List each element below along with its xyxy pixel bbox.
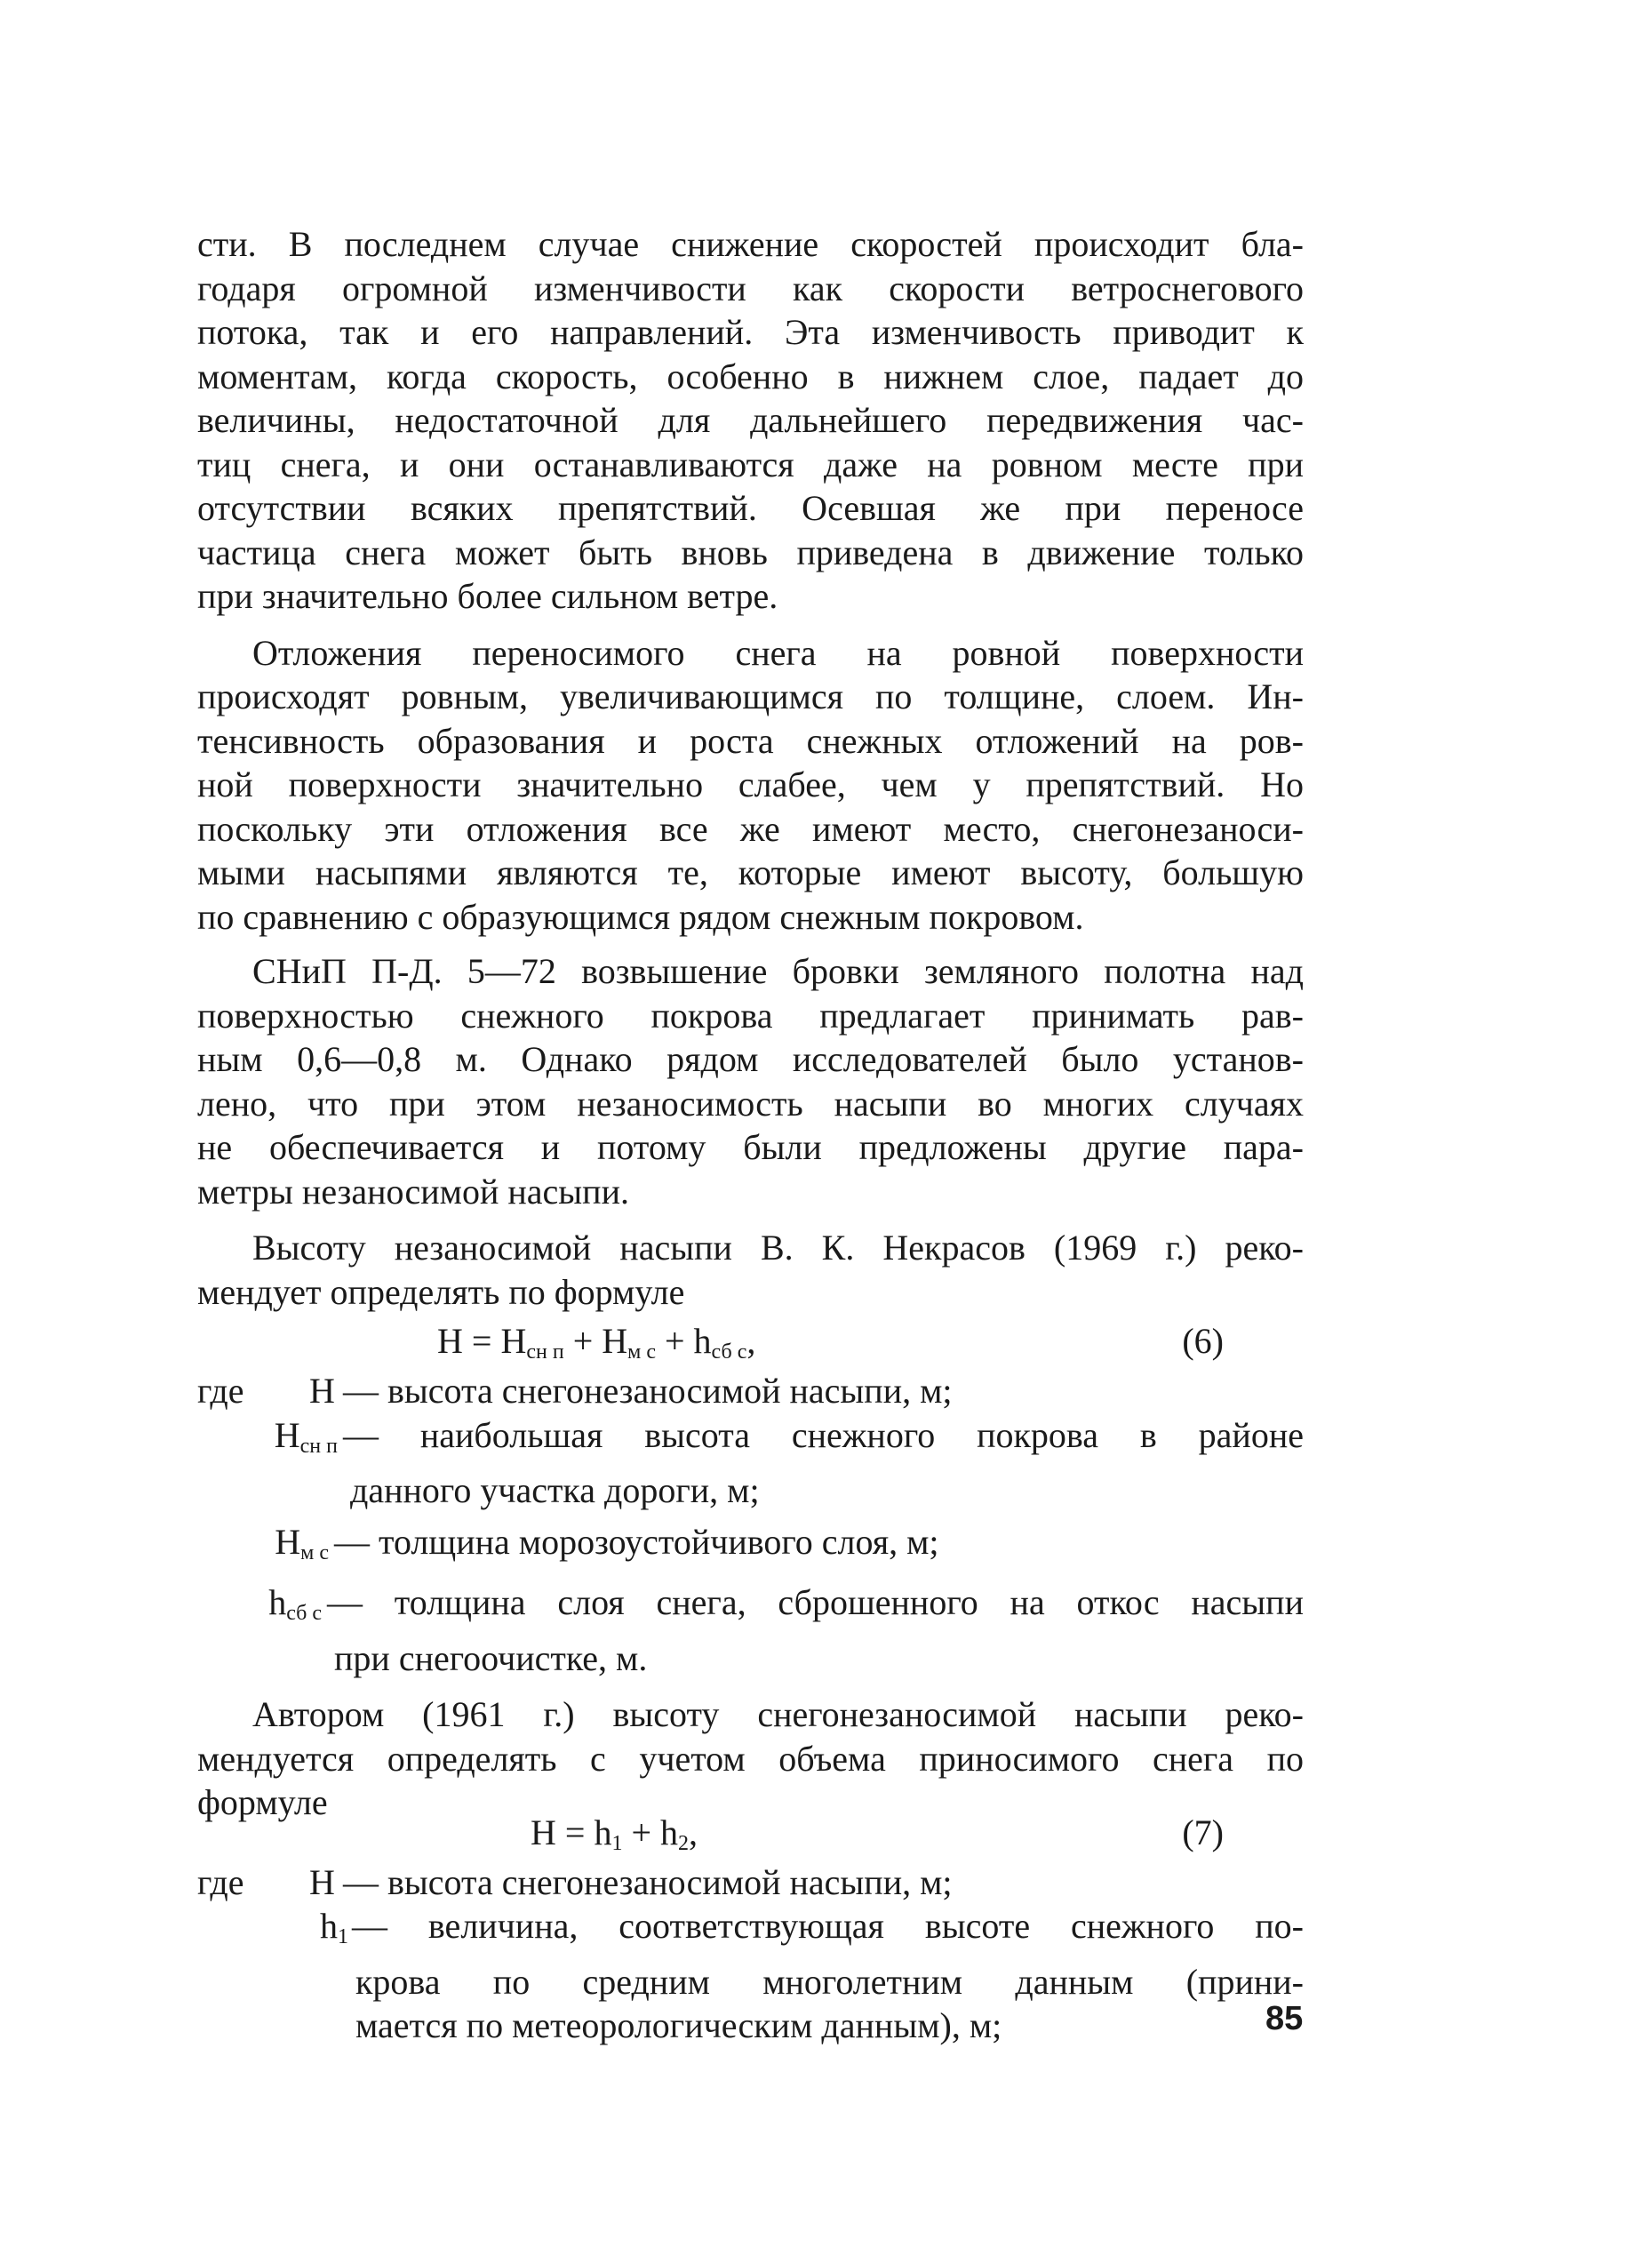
- definition-text: данного участка дороги, м;: [350, 1470, 760, 1510]
- where-label: где: [197, 1861, 244, 1902]
- text-line: метры незаносимой насыпи.: [197, 1171, 629, 1212]
- definition-row: [197, 2004, 1304, 2048]
- formula-6: [197, 1314, 1304, 1369]
- paragraph-1: [197, 222, 1304, 619]
- definition-text: — толщина слоя снега, сброшенного на откос насыпи: [327, 1582, 1304, 1622]
- formula-number: (6): [1182, 1321, 1224, 1361]
- text-line: отсутствии всяких препятствий. Осевшая же при переносе: [197, 488, 1304, 528]
- definition-text: мается по метеорологическим данным), м;: [355, 2005, 1002, 2045]
- text-line: происходят ровным, увеличивающимся по толщине, слоем. Ин-: [197, 676, 1304, 716]
- definition-text: — высота снегонезаносимой насыпи, м;: [343, 1371, 953, 1411]
- definition-row: [197, 1904, 1304, 1960]
- definitions-7: [197, 1860, 1304, 2048]
- text-line: Отложения переносимого снега на ровной поверхности: [252, 632, 1304, 673]
- text-line: ным 0,6—0,8 м. Однако рядом исследователей было установ-: [197, 1039, 1304, 1079]
- text-line: мендуется определять с учетом объема приносимого снега по: [197, 1738, 1304, 1779]
- definition-text: — наибольшая высота снежного покрова в районе: [343, 1414, 1304, 1455]
- text-line: лено, что при этом незаносимость насыпи во многих случаях: [197, 1083, 1304, 1124]
- text-line: тиц снега, и они останавливаются даже на ровном месте при: [197, 444, 1304, 484]
- definition-symbol: $h_{сб с}$: [268, 1582, 322, 1625]
- definition-row: [197, 1636, 1304, 1681]
- text-line: поскольку эти отложения все же имеют место, снегонезаноси-: [197, 808, 1304, 849]
- definition-symbol: H: [309, 1371, 335, 1411]
- where-label: где: [197, 1371, 244, 1411]
- text-line: потока, так и его направлений. Эта изменчивость приводит к: [197, 312, 1304, 352]
- text-line: Автором (1961 г.) высоту снегонезаносимой насыпи реко-: [252, 1694, 1304, 1734]
- definition-symbol: H: [309, 1861, 335, 1902]
- definition-text: — высота снегонезаносимой насыпи, м;: [343, 1861, 953, 1902]
- text-line: мыми насыпями являются те, которые имеют высоту, большую: [197, 852, 1304, 892]
- formula-expression: $H = H_{сн п} + H_{м с} + h_{сб с}$,: [437, 1321, 756, 1364]
- text-line: годаря огромной изменчивости как скорости ветроснегового: [197, 268, 1304, 308]
- body-text: [197, 222, 1304, 2048]
- definition-row: [197, 1860, 1304, 1905]
- page-number: 85: [1265, 2000, 1304, 2037]
- text-line: формуле: [197, 1782, 328, 1822]
- text-line: частица снега может быть вновь приведена в движение только: [197, 532, 1304, 572]
- definition-row: [197, 1369, 1304, 1413]
- definition-row: [197, 1413, 1304, 1469]
- text-line: мендует определять по формуле: [197, 1271, 685, 1312]
- text-line: по сравнению с образующимся рядом снежным покровом.: [197, 896, 1084, 937]
- definition-row: [197, 1960, 1304, 2004]
- text-line: СНиП П-Д. 5—72 возвышение бровки земляного полотна над: [252, 951, 1304, 991]
- definition-text: крова по средним многолетним данным (прини-: [355, 1961, 1304, 2002]
- definitions-6: [197, 1369, 1304, 1680]
- text-line: не обеспечивается и потому были предложены другие пара-: [197, 1127, 1304, 1167]
- paragraph-4: [197, 1226, 1304, 1314]
- formula-number: (7): [1182, 1812, 1224, 1852]
- definition-symbol: $h_1$: [320, 1906, 348, 1948]
- definition-row: [197, 1580, 1304, 1636]
- text-line: величины, недостаточной для дальнейшего передвижения час-: [197, 400, 1304, 440]
- text-line: при значительно более сильном ветре.: [197, 576, 778, 616]
- text-line: ной поверхности значительно слабее, чем у препятствий. Но: [197, 764, 1304, 804]
- paragraph-2: [197, 631, 1304, 940]
- text-line: тенсивность образования и роста снежных отложений на ров-: [197, 720, 1304, 761]
- definition-symbol: $H_{сн п}$: [274, 1414, 338, 1458]
- text-line: моментам, когда скорость, особенно в нижнем слое, падает до: [197, 356, 1304, 396]
- definition-symbol: $H_{м с}$: [275, 1521, 329, 1564]
- definition-text: при снегоочистке, м.: [334, 1637, 648, 1678]
- text-line: Высоту незаносимой насыпи В. К. Некрасов (1969 г.) реко-: [252, 1228, 1304, 1268]
- definition-text: — толщина морозоустойчивого слоя, м;: [334, 1521, 939, 1562]
- formula-7: [197, 1805, 1304, 1860]
- definition-text: — величина, соответствующая высоте снежного по-: [352, 1906, 1304, 1946]
- paragraph-3: [197, 949, 1304, 1213]
- definition-row: [197, 1520, 1304, 1576]
- formula-expression: $H = h_1 + h_2$,: [531, 1812, 698, 1855]
- text-line: сти. В последнем случае снижение скоростей происходит бла-: [197, 224, 1304, 264]
- definition-row: [197, 1468, 1304, 1513]
- text-line: поверхностью снежного покрова предлагает принимать рав-: [197, 995, 1304, 1036]
